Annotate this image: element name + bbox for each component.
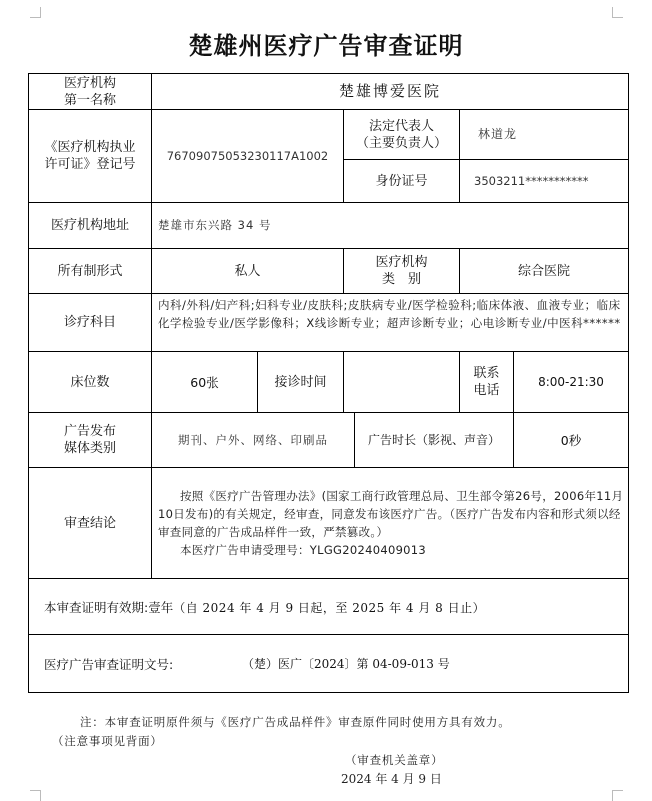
license-number: 76709075053230117A1002 xyxy=(166,148,329,163)
crop-mark-top-right xyxy=(612,7,623,18)
reception-hours-value xyxy=(344,352,459,412)
seal-placeholder: （审查机关盖章） xyxy=(345,753,444,767)
treatment-scope-label: 诊疗科目 xyxy=(63,315,116,330)
institution-type-value: 综合医院 xyxy=(517,263,570,279)
column-divider xyxy=(459,109,460,202)
crop-mark-top-left xyxy=(30,7,41,18)
validity-label: 本审查证明有效期:壹年 xyxy=(44,600,174,615)
treatment-scope-value: 内科/外科/妇产科;妇科专业/皮肤科;皮肤病专业/医学检验科;临床体液、血液专业；临床化学检验专业/医学影像科；X线诊断专业；超声诊断专业；心电诊断专业/中医科****** xyxy=(158,298,621,330)
institution-name-value: 楚雄博爱医院 xyxy=(338,82,441,100)
row-divider xyxy=(28,634,629,635)
validity-period xyxy=(44,598,485,616)
row-divider xyxy=(28,578,629,579)
conclusion-paragraph: 按照《医疗广告管理办法》(国家工商行政管理总局、卫生部令第26号，2006年11月10日发布)的有关规定，经审查，同意发布该医疗广告。（医疗广告发布内容和形式须以经审查同意的广告成品样件一致，严禁篡改。） xyxy=(158,489,624,539)
issue-date: 2024 年 4 月 9 日 xyxy=(341,772,442,786)
phone-label: 联系 电话 xyxy=(473,366,500,398)
review-conclusion-text xyxy=(158,487,624,559)
document-title: 楚雄州医疗广告审查证明 xyxy=(188,31,464,60)
application-number: 本医疗广告申请受理号：YLGG20240409013 xyxy=(180,543,427,557)
review-conclusion-label: 审查结论 xyxy=(63,515,116,531)
ad-duration-value: 0秒 xyxy=(560,432,582,448)
ad-duration-label: 广告时长（影视、声音） xyxy=(367,432,500,447)
validity-dates: （自 2024 年 4 月 9 日起，至 2025 年 4 月 8 日止） xyxy=(173,601,486,615)
media-type-label: 广告发布 媒体类别 xyxy=(63,424,116,456)
media-type-value: 期刊、户外、网络、印刷品 xyxy=(178,432,328,447)
crop-mark-bottom-right xyxy=(612,790,623,801)
id-number-value: 3503211*********** xyxy=(474,173,589,188)
legal-representative-label: 法定代表人 （主要负责人） xyxy=(355,118,447,151)
institution-name-label: 医疗机构 第一名称 xyxy=(63,75,116,108)
crop-mark-bottom-left xyxy=(30,790,41,801)
phone-value: 8:00-21:30 xyxy=(538,374,604,389)
legal-representative-value: 林道龙 xyxy=(478,127,518,141)
document-number-value: （楚）医广〔2024〕第 04-09-013 号 xyxy=(242,657,450,671)
footer-note: 注：本审查证明原件须与《医疗广告成品样件》审查原件同时使用方具有效力。 xyxy=(80,715,511,729)
document-number-label: 医疗广告审查证明文号: xyxy=(44,657,174,672)
id-number-label: 身份证号 xyxy=(375,173,428,189)
footer-note-back: （注意事项见背面） xyxy=(52,734,163,748)
ownership-value: 私人 xyxy=(234,263,261,279)
address-label: 医疗机构地址 xyxy=(50,218,129,233)
address-value: 楚雄市东兴路 34 号 xyxy=(158,218,272,232)
beds-label: 床位数 xyxy=(70,374,110,390)
institution-type-label: 医疗机构 类 别 xyxy=(375,255,428,287)
reception-hours-label: 接诊时间 xyxy=(274,374,327,390)
ownership-label: 所有制形式 xyxy=(57,263,123,279)
beds-value: 60张 xyxy=(190,374,219,390)
license-label: 《医疗机构执业 许可证》登记号 xyxy=(44,140,136,172)
